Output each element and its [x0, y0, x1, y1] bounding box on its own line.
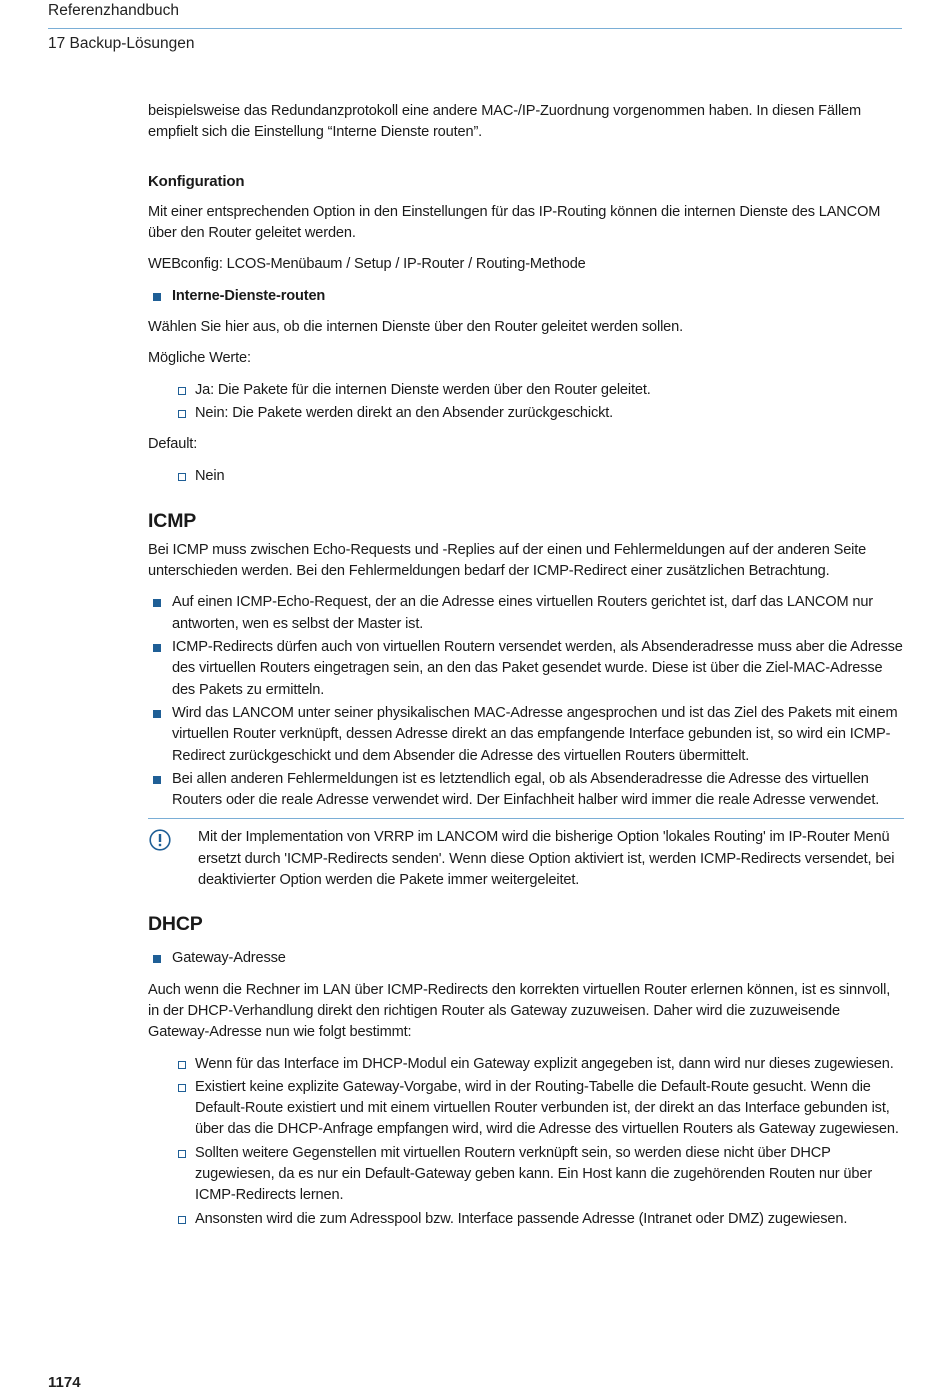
- konfiguration-heading: Konfiguration: [148, 172, 245, 190]
- list-item: ICMP-Redirects dürfen auch von virtuellen Routern versendet werden, als Absenderadresse muss aber die Adresse des virtuellen Routers eingetragen sein, an den das Paket gesendet wurde. Diese ist über die Ziel-MAC-Adresse des Pakets zu ermitteln.: [148, 637, 904, 701]
- list-item: Bei allen anderen Fehlermeldungen ist es letztendlich egal, ob als Absenderadresse die Adresse des virtuellen Routers oder die reale Adresse verwendet wird. Der Einfachheit halber wird immer die reale Adresse verwendet.: [148, 769, 904, 812]
- list-item: Gateway-Adresse: [148, 948, 904, 969]
- values-label: Mögliche Werte:: [148, 350, 251, 367]
- list-item: Wird das LANCOM unter seiner physikalischen MAC-Adresse angesprochen und ist das Ziel des Pakets mit einem virtuellen Router verknüpft, dessen Adresse direkt an das empfangende Interface gebunden ist, so wird ein ICMP-Redirect zurückgeschickt und dem Absender die Adresse des virtuellen Routers übermittelt.: [148, 703, 904, 767]
- list-item: Interne-Dienste-routen: [148, 286, 904, 307]
- note-box: [148, 818, 904, 891]
- webconfig-path: WEBconfig: LCOS-Menübaum / Setup / IP-Router / Routing-Methode: [148, 256, 586, 273]
- icmp-list: [148, 592, 904, 811]
- dhcp-rules-list: [172, 1054, 904, 1230]
- dhcp-item-description: Auch wenn die Rechner im LAN über ICMP-Redirects den korrekten virtuellen Router erlernen können, ist es sinnvoll, in der DHCP-Verhandlung direkt den richtigen Router als Gateway zuzuweisen. Daher wird die zuzuweisende Gateway-Adresse nun wie folgt bestimmt:: [148, 981, 891, 1041]
- konfiguration-text: Mit einer entsprechenden Option in den Einstellungen für das IP-Routing können die internen Dienste des LANCOM über den Router geleitet werden.: [148, 203, 881, 242]
- values-list: [172, 380, 904, 425]
- running-header-chapter: 17 Backup-Lösungen: [48, 35, 195, 52]
- running-header-title: Referenzhandbuch: [48, 2, 179, 19]
- list-item: Sollten weitere Gegenstellen mit virtuellen Routern verknüpft sein, so werden diese nicht über DHCP zugewiesen, da es nur ein Default-Gateway geben kann. Ein Host kann die zugehörenden Routen nur über ICMP-Redirects lernen.: [172, 1143, 904, 1207]
- dhcp-heading: DHCP: [148, 913, 203, 936]
- dhcp-list: [148, 948, 904, 969]
- list-item: Ansonsten wird die zum Adresspool bzw. Interface passende Adresse (Intranet oder DMZ) zugewiesen.: [172, 1209, 904, 1230]
- konfiguration-list: [148, 286, 904, 307]
- list-item: Existiert keine explizite Gateway-Vorgabe, wird in der Routing-Tabelle die Default-Route gesucht. Wenn die Default-Route existiert und mit einem virtuellen Router verbunden ist, der direkt an das Interface gebunden ist, über das die DHCP-Anfrage empfangen wird, wird die Adresse des virtuellen Routers als Gateway zugewiesen.: [172, 1077, 904, 1141]
- icmp-text: Bei ICMP muss zwischen Echo-Requests und -Replies auf der einen und Fehlermeldungen auf der anderen Seite unterschieden werden. Bei den Fehlermeldungen bedarf der ICMP-Redirect einer zusätzlichen Betrachtung.: [148, 541, 867, 580]
- list-item: Ja: Die Pakete für die internen Dienste werden über den Router geleitet.: [172, 380, 904, 401]
- page-number: 1174: [48, 1374, 81, 1391]
- list-item: Nein: Die Pakete werden direkt an den Absender zurückgeschickt.: [172, 403, 904, 424]
- page-content: [148, 101, 904, 1230]
- icmp-heading: ICMP: [148, 509, 197, 532]
- intro-paragraph: beispielsweise das Redundanzprotokoll eine andere MAC-/IP-Zuordnung vorgenommen haben. In diesen Fällem empfielt sich die Einstellung “Interne Dienste routen”.: [148, 103, 862, 141]
- list-item: Wenn für das Interface im DHCP-Modul ein Gateway explizit angegeben ist, dann wird nur dieses zugewiesen.: [172, 1054, 904, 1075]
- item-description: Wählen Sie hier aus, ob die internen Dienste über den Router geleitet werden sollen.: [148, 319, 684, 336]
- list-item: Nein: [172, 466, 904, 487]
- default-list: [172, 466, 904, 487]
- attention-icon: [149, 829, 171, 851]
- default-label: Default:: [148, 436, 198, 453]
- list-item: Auf einen ICMP-Echo-Request, der an die Adresse eines virtuellen Routers gerichtet ist, darf das LANCOM nur antworten, wen es selbst der Master ist.: [148, 592, 904, 635]
- header-divider: [48, 28, 902, 29]
- note-text: Mit der Implementation von VRRP im LANCOM wird die bisherige Option 'lokales Routing' im IP-Router Menü ersetzt durch 'ICMP-Redirects senden'. Wenn diese Option aktiviert ist, werden ICMP-Redirects versendet, bei deaktivierter Option werden die Pakete immer weitergeleitet.: [198, 829, 895, 889]
